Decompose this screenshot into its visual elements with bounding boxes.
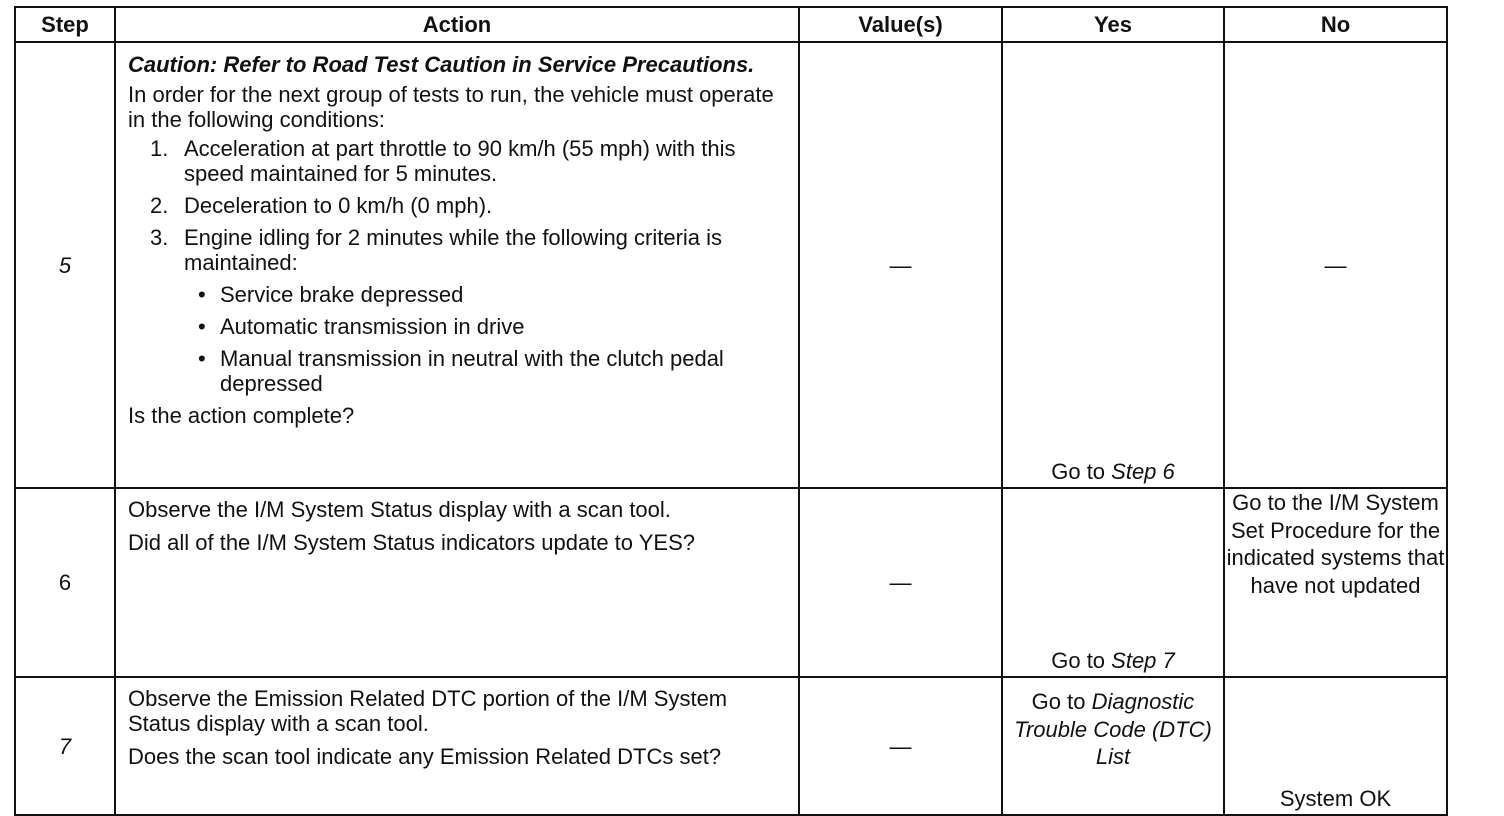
value-cell: — — [799, 488, 1002, 677]
diagnostic-table — [14, 6, 1448, 816]
table-row — [15, 488, 1447, 677]
value-cell: — — [799, 677, 1002, 815]
header-step: Step — [15, 7, 115, 42]
list-item: 1. Acceleration at part throttle to 90 km/h (55 mph) with this speed maintained for 5 minutes. — [150, 136, 736, 186]
action-cell — [115, 42, 799, 488]
list-item: • Service brake depressed — [184, 282, 788, 307]
action-question: Is the action complete? — [128, 403, 355, 428]
caution-text: Caution: Refer to Road Test Caution in Service Precautions. — [128, 52, 755, 77]
header-yes: Yes — [1002, 7, 1224, 42]
list-item: • Automatic transmission in drive — [184, 314, 788, 339]
list-item: • Manual transmission in neutral with the clutch pedal depressed — [184, 346, 788, 396]
header-values: Value(s) — [799, 7, 1002, 42]
action-cell — [115, 677, 799, 815]
yes-link[interactable]: Diagnostic Trouble Code (DTC) List — [1014, 689, 1212, 769]
yes-cell: Go to Diagnostic Trouble Code (DTC) List — [1002, 677, 1224, 815]
step-number: 6 — [15, 488, 115, 677]
no-cell: System OK — [1224, 677, 1447, 815]
table-row — [15, 42, 1447, 488]
action-text: Observe the I/M System Status display with a scan tool. — [128, 497, 671, 522]
action-cell — [115, 488, 799, 677]
header-action: Action — [115, 7, 799, 42]
yes-link[interactable]: Step 7 — [1111, 648, 1175, 673]
action-question: Did all of the I/M System Status indicators update to YES? — [128, 530, 695, 555]
condition-list — [128, 136, 788, 396]
table-row — [15, 677, 1447, 815]
action-intro: In order for the next group of tests to run, the vehicle must operate in the following conditions: — [128, 82, 774, 132]
step-number: 7 — [15, 677, 115, 815]
list-item: 2. Deceleration to 0 km/h (0 mph). — [150, 193, 493, 218]
list-item: 3. Engine idling for 2 minutes while the following criteria is maintained: • Service brake depressed • Automatic transmission in drive • Manual transmission in neutral with the clutch pedal depressed — [128, 225, 788, 396]
no-cell: Go to the I/M System Set Procedure for the indicated systems that have not updated — [1224, 488, 1447, 677]
yes-cell: Go to Step 6 — [1002, 42, 1224, 488]
step-number: 5 — [15, 42, 115, 488]
yes-link[interactable]: Step 6 — [1111, 459, 1175, 484]
header-row — [15, 7, 1447, 42]
header-no: No — [1224, 7, 1447, 42]
criteria-list — [184, 282, 788, 396]
no-cell: — — [1224, 42, 1447, 488]
value-cell: — — [799, 42, 1002, 488]
action-text: Observe the Emission Related DTC portion of the I/M System Status display with a scan tool. — [128, 686, 728, 736]
action-question: Does the scan tool indicate any Emission Related DTCs set? — [128, 744, 722, 769]
yes-cell: Go to Step 7 — [1002, 488, 1224, 677]
